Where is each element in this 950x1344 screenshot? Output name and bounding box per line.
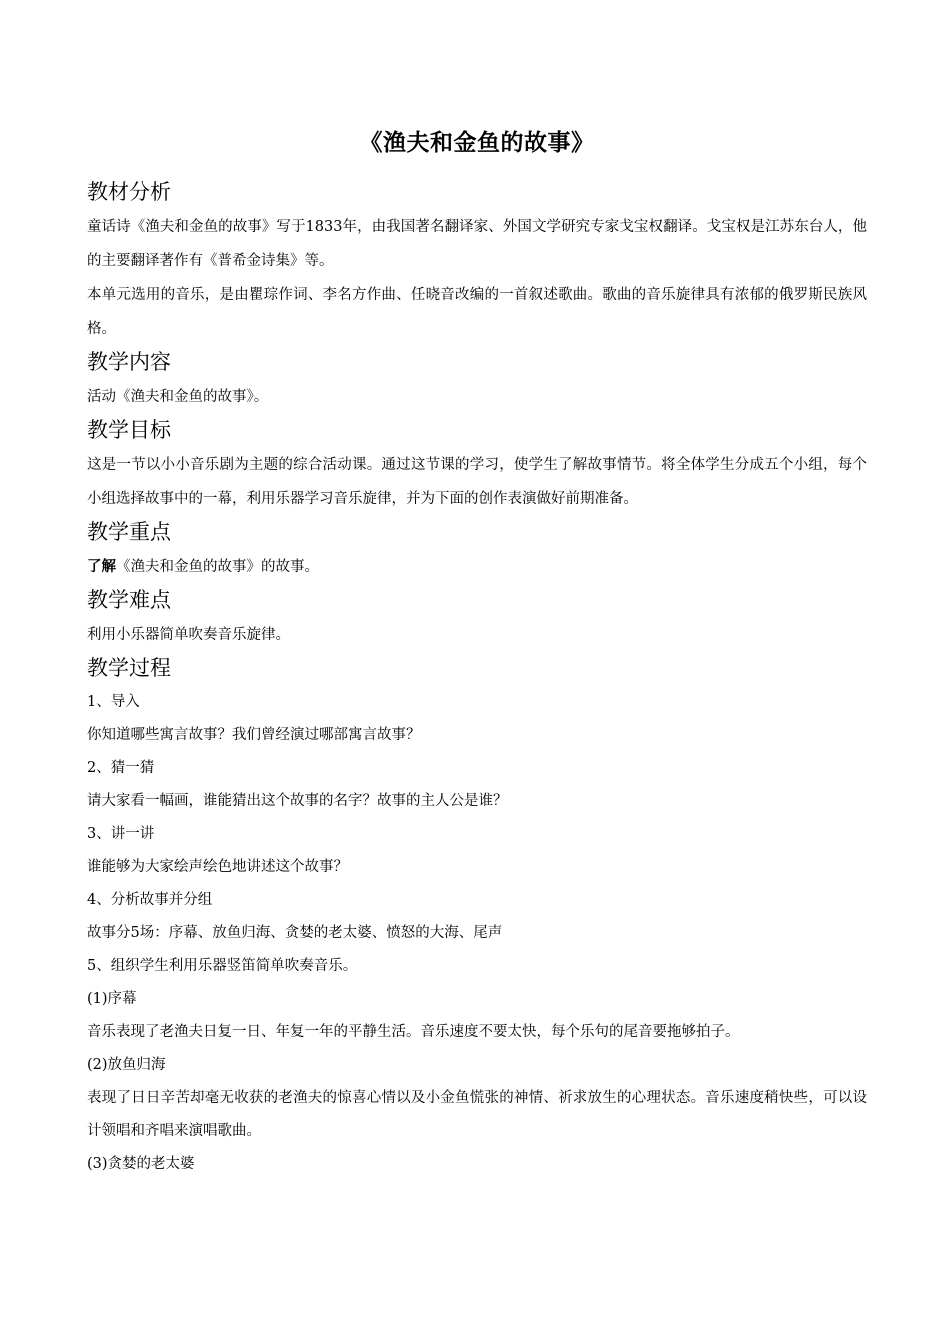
- process-line: (2)放鱼归海: [87, 1057, 166, 1073]
- paragraph: 童话诗《渔夫和金鱼的故事》写于1833年，由我国著名翻译家、外国文学研究专家戈宝权翻译。戈宝权是江苏东台人，他的主要翻译著作有《普希金诗集》等。: [87, 219, 867, 269]
- section-heading: 教学过程: [87, 656, 171, 680]
- process-line: 2、猜一猜: [87, 760, 155, 776]
- section-heading: 教学重点: [87, 520, 171, 544]
- section-difficulty: [87, 586, 867, 652]
- section-focus: [87, 518, 867, 584]
- section-heading: 教学难点: [87, 588, 171, 612]
- section-heading: 教材分析: [87, 180, 171, 204]
- section-heading: 教学目标: [87, 418, 171, 442]
- document-page: [87, 128, 867, 1183]
- process-line: (3)贪婪的老太婆: [87, 1156, 195, 1172]
- section-content: [87, 348, 867, 414]
- paragraph: 本单元选用的音乐，是由瞿琮作词、李名方作曲、任晓音改编的一首叙述歌曲。歌曲的音乐旋律具有浓郁的俄罗斯民族风格。: [87, 287, 867, 337]
- process-line: 谁能够为大家绘声绘色地讲述这个故事？: [87, 859, 348, 875]
- process-line: 1、导入: [87, 694, 140, 710]
- process-line: 故事分5场：序幕、放鱼归海、贪婪的老太婆、愤怒的大海、尾声: [87, 925, 503, 941]
- paragraph: 这是一节以小小音乐剧为主题的综合活动课。通过这节课的学习，使学生了解故事情节。将全体学生分成五个小组，每个小组选择故事中的一幕，利用乐器学习音乐旋律，并为下面的创作表演做好前期准备。: [87, 457, 867, 507]
- process-line: 3、讲一讲: [87, 826, 155, 842]
- section-heading: 教学内容: [87, 350, 171, 374]
- section-process: [87, 654, 867, 1181]
- paragraph: 利用小乐器简单吹奏音乐旋律。: [87, 627, 290, 643]
- process-line: 请大家看一幅画，谁能猜出这个故事的名字？故事的主人公是谁？: [87, 793, 508, 809]
- process-line: 表现了日日辛苦却毫无收获的老渔夫的惊喜心情以及小金鱼慌张的神情、祈求放生的心理状态。音乐速度稍快些，可以设计领唱和齐唱来演唱歌曲。: [87, 1090, 867, 1139]
- section-goals: [87, 416, 867, 516]
- paragraph: [87, 550, 867, 584]
- process-line: (1)序幕: [87, 991, 137, 1007]
- process-line: 4、分析故事并分组: [87, 892, 213, 908]
- paragraph: 活动《渔夫和金鱼的故事》。: [87, 389, 269, 405]
- section-analysis: [87, 178, 867, 346]
- document-title: 《渔夫和金鱼的故事》: [359, 130, 595, 156]
- process-line: 音乐表现了老渔夫日复一日、年复一年的平静生活。音乐速度不要太快，每个乐句的尾音要拖够拍子。: [87, 1024, 740, 1040]
- bold-lead-text: 了解: [87, 559, 116, 575]
- process-line: 你知道哪些寓言故事？我们曾经演过哪部寓言故事？: [87, 727, 421, 743]
- paragraph-rest: 《渔夫和金鱼的故事》的故事。: [116, 559, 319, 575]
- process-line: 5、组织学生利用乐器竖笛简单吹奏音乐。: [87, 958, 358, 974]
